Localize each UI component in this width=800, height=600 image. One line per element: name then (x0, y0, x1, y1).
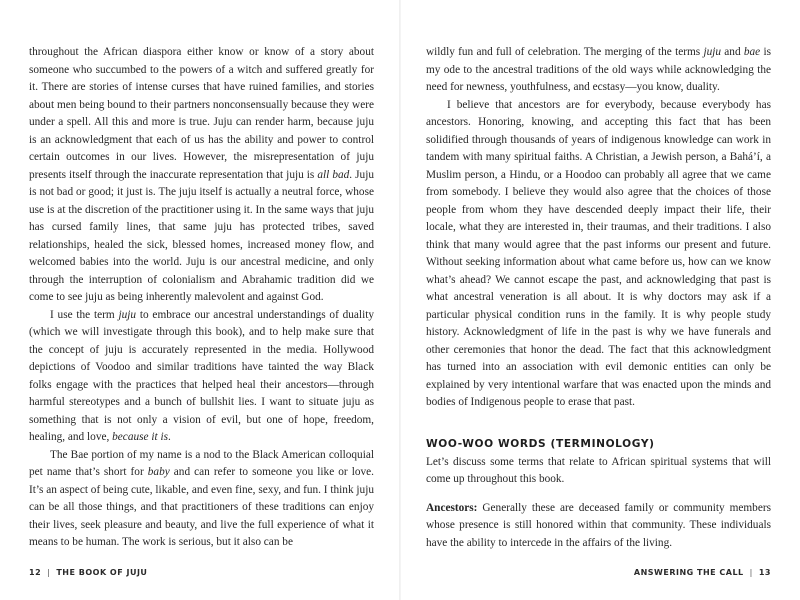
italic-run: all bad (317, 168, 350, 181)
right-folio (634, 568, 771, 577)
book-gutter (399, 0, 401, 600)
section-intro: Let’s discuss some terms that relate to African spiritual systems that will come up throughout this book. (426, 455, 771, 485)
left-page-number: 12 (29, 568, 42, 577)
left-paragraph-1 (29, 44, 374, 307)
text-run: I use the term (50, 308, 119, 321)
text-run: . (168, 431, 171, 443)
text-run: is my ode to the ancestral traditions of the old ways while acknowledging the need for newness, youthfulness, and ecstasy—you know, duality. (426, 46, 771, 93)
right-running-title: ANSWERING THE CALL (633, 568, 744, 577)
text-run: to embrace our ancestral understandings of duality (which we will investigate through this book), and to help make sure that the concept of juju is accurately represented in the media. Hollywood depictions of Voodoo and similar traditions have tainted the way Black folks engage with the practices that helped heal their ancestors—through harmful stereotypes and a bunch of bullshit lies. I want to situate juju as something that is not only a vision of evil, but one of hope, freedom, healing, and love, (29, 308, 374, 443)
left-paragraph-3 (29, 447, 374, 552)
folio-separator: | (47, 568, 51, 577)
italic-run: baby (147, 466, 170, 478)
italic-run: juju (118, 308, 137, 321)
italic-run: because it is (112, 431, 168, 443)
folio-separator: | (749, 568, 753, 577)
text-run: and can refer to someone you like or love. It’s an aspect of being cute, likable, and even fine, sexy, and fun. I think juju can be all those things, and that practitioners of these traditions can enjoy their lives, seek pleasure and beauty, and live the full experience of what it means to be human. The work is serious, but it also can be (29, 466, 374, 548)
left-paragraph-2 (29, 307, 374, 447)
definition-ancestors (426, 500, 771, 553)
text-run: throughout the African diaspora either know or know of a story about someone who succumbed to the powers of a witch and suffered greatly for it. There are stories of intense curses that have ruined families, and stories about men being bound to their partners nonconsensually because they were under a spell. All this and more is true. Juju can render harm, because juju is an acknowledgment that each of us has the ability and power to control certain outcomes in our lives. However, the misrepresentation of juju presents itself through the inaccurate representation that juju is (29, 46, 374, 181)
right-paragraph-2 (426, 97, 771, 412)
text-run: . Juju is not bad or good; it just is. The juju itself is actually a neutral force, whose use is at the discretion of the practitioner using it. In the same ways that juju has cursed family lines, that same juju has protected tribes, saved relationships, healed the sick, blessed homes, increased money flow, and welcomed babies into the world. Juju is our ancestral medicine, and only through the interruption of colonialism and Abrahamic tradition did we come to see juju as being inherently malevolent and against God. (29, 168, 374, 303)
text-run: The Bae portion of my name is a nod to the Black American colloquial pet name that’s short for (29, 448, 374, 478)
text-run: and (721, 46, 744, 58)
section-heading: WOO-WOO WORDS (TERMINOLOGY) (426, 437, 655, 450)
left-folio (29, 568, 147, 577)
left-page (29, 44, 374, 552)
definition-term: Ancestors: (426, 501, 478, 514)
left-running-title: THE BOOK OF JUJU (56, 568, 148, 577)
text-run: wildly fun and full of celebration. The merging of the terms (426, 46, 704, 58)
right-paragraph-1 (426, 44, 771, 97)
right-page-number: 13 (758, 568, 771, 577)
right-page (426, 44, 771, 552)
definition-text: Generally these are deceased family or community members whose presence is still honored within that community. These individuals have the ability to intercede in the affairs of the living. (426, 501, 771, 549)
italic-run: bae (743, 46, 761, 58)
italic-run: juju (703, 46, 722, 58)
text-run: I believe that ancestors are for everybody, because everybody has ancestors. Honoring, knowing, and accepting this fact that has been solidified through thousands of years of indigenous knowledge can work in tandem with many spiritual faiths. A Christian, a Jewish person, a Bahá’í, a Muslim person, a Hindu, or a Hoodoo can probably all agree that we came from somebody. I believe they would also agree that the choices of those people from whom they have descended deeply impact their life, their locale, what they are interested in, their traumas, and their traditions. I also think that many would agree that the past informs our present and future. Without seeking information about what came before us, how can we know what’s ahead? We cannot escape the past, and acknowledging that past is what ancestral veneration is all about. It is why doctors may ask if a particular physical condition runs in the family. It is why people study history. Acknowledgment of life in the past is why we have funerals and other ceremonies that honor the dead. The fact that this acknowledgment has turned into an association with evil demonic entities can only be explained by very intentional warfare that was enacted upon the minds and bodies of Indigenous people to erase that past. (426, 98, 771, 408)
